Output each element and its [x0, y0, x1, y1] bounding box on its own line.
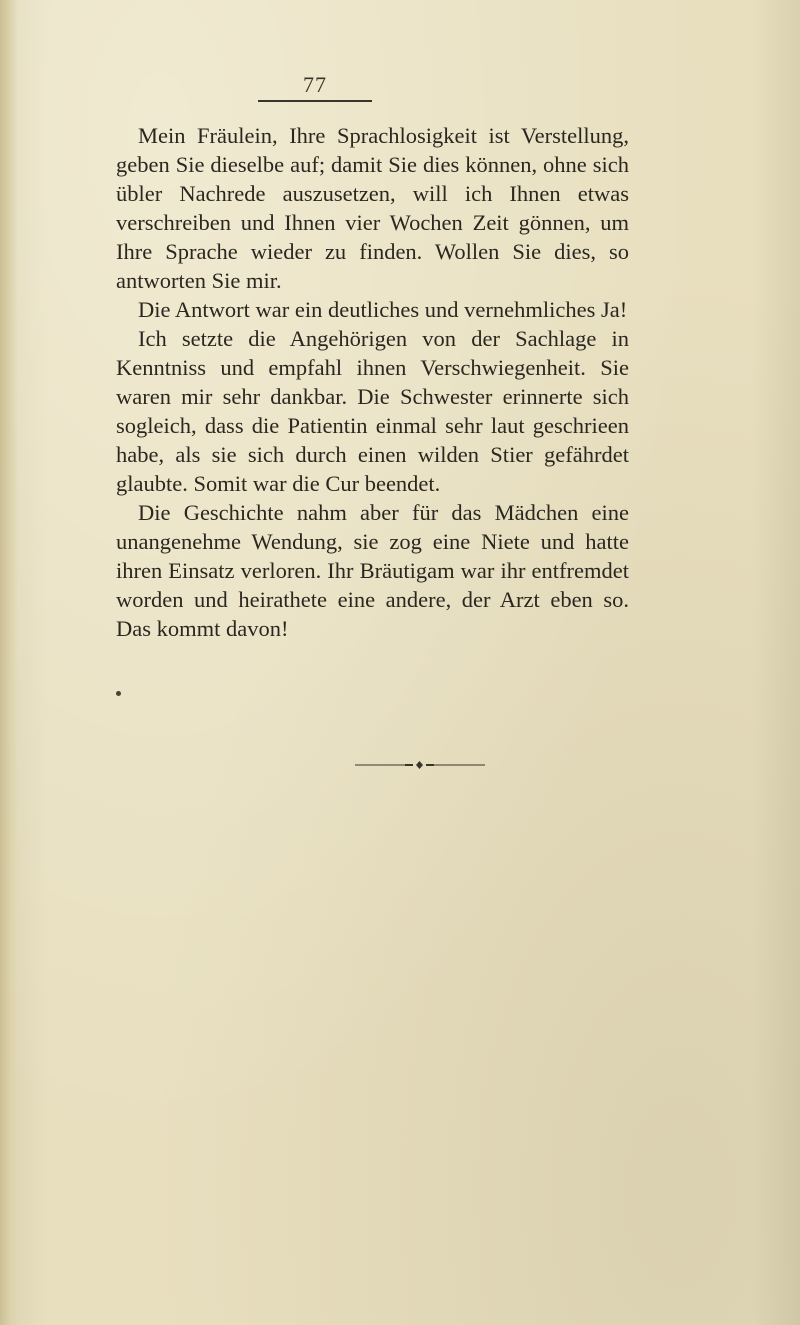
page-number-rule: [258, 100, 372, 102]
paragraph: Ich setzte die Angehörigen von der Sachlage in Kenntniss und empfahl ihnen Verschwiegenheit. Sie waren mir sehr dankbar. Die Schwester erinnerte sich sogleich, dass die Patientin einmal sehr laut geschrieen habe, als sie sich durch einen wilden Stier gefährdet glaubte. Somit war die Cur beendet.: [116, 326, 629, 496]
paragraph: Die Antwort war ein deutliches und vernehmliches Ja!: [138, 297, 628, 322]
ink-speck: [116, 691, 121, 696]
body-text: [116, 121, 629, 643]
section-end-ornament: [355, 758, 485, 772]
page-number: 77: [303, 72, 327, 97]
paragraph: Die Geschichte nahm aber für das Mädchen eine unangenehme Wendung, sie zog eine Niete und hatte ihren Einsatz verloren. Ihr Bräutigam war ihr entfremdet worden und heirathete eine andere, der Arzt eben so. Das kommt davon!: [116, 500, 629, 641]
ornament-diamond: [416, 761, 423, 769]
page-spine-shadow: [0, 0, 18, 1325]
paragraph: Mein Fräulein, Ihre Sprachlosigkeit ist Verstellung, geben Sie dieselbe auf; damit Sie dies können, ohne sich übler Nachrede auszusetzen, will ich Ihnen etwas verschreiben und Ihnen vier Wochen Zeit gönnen, um Ihre Sprache wieder zu finden. Wollen Sie dies, so antworten Sie mir.: [116, 123, 629, 293]
